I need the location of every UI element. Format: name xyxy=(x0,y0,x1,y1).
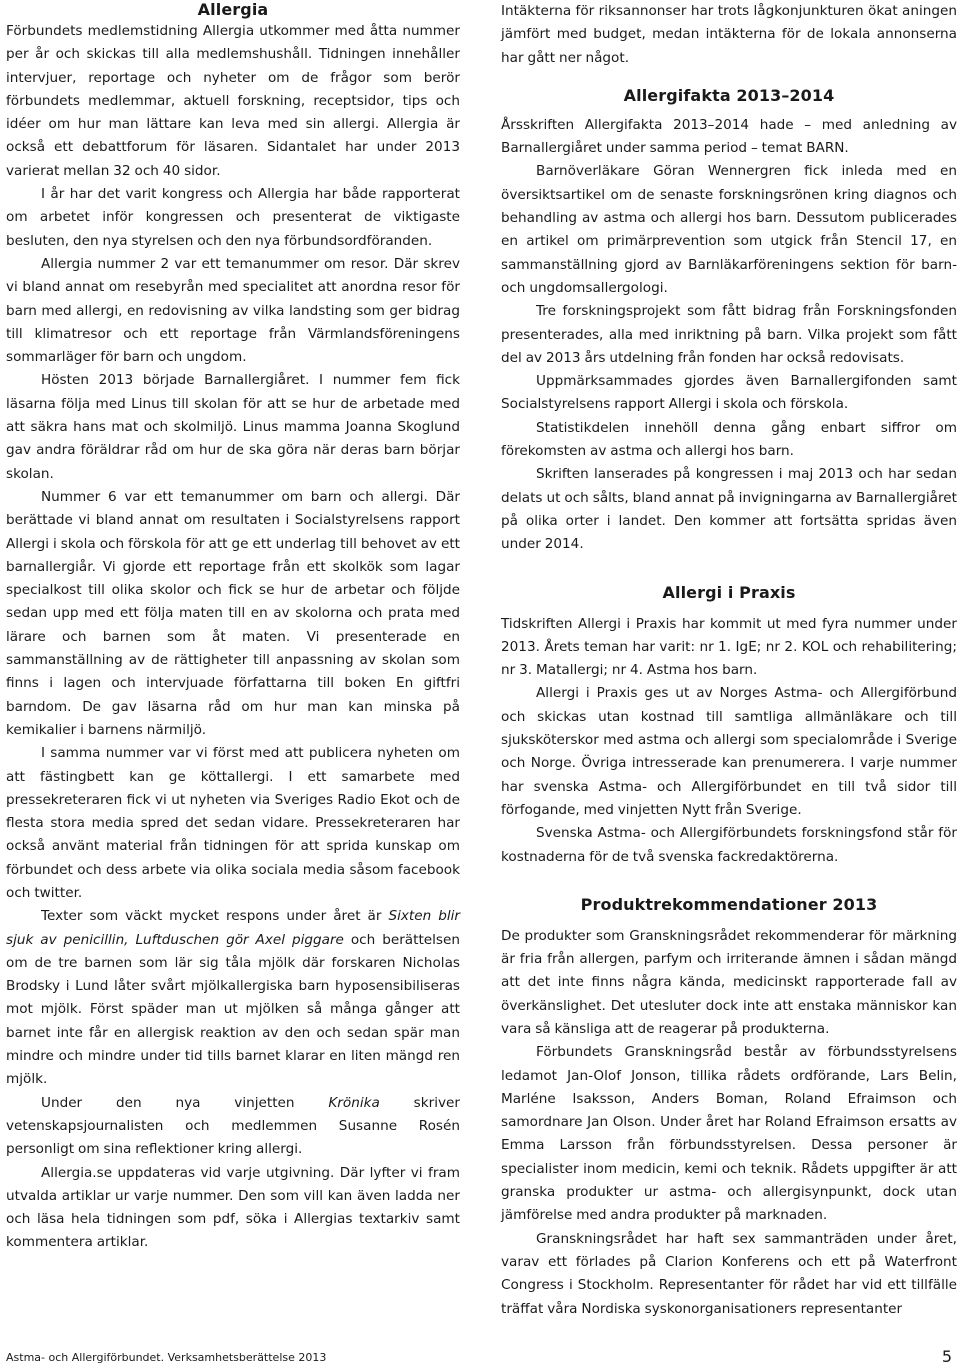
paragraph: Uppmärksammades gjordes även Barnallergifonden samt Socialstyrelsens rapport Allergi i skola och förskola. xyxy=(501,373,957,413)
paragraph: Svenska Astma- och Allergiförbundets forskningsfond står för kostnaderna för de två svenska fackredaktörerna. xyxy=(501,825,957,865)
section-heading-allergi-i-praxis: Allergi i Praxis xyxy=(662,582,796,602)
paragraph: Tidskriften Allergi i Praxis har kommit ut med fyra nummer under 2013. Årets teman har varit: nr 1. IgE; nr 2. KOL och rehabilitering; nr 3. Matallergi; nr 4. Astma hos barn. xyxy=(501,615,957,679)
paragraph: Förbundets Granskningsråd består av förbundsstyrelsens ledamot Jan-Olof Jonson, tillika rådets ordförande, Lars Belin, Marléne Isaksson, Anders Boman, Roland Efraimson och samordnare Jan Olson. Under året har Roland Efraimson ersatts av Emma Larsson från förbundsstyrelsen. Dessa personer är specialister inom medicin, kemi och teknik. Rådets uppgifter är att granska produkter ur astma- och allergisynpunkt, dock utan jämförelse med andra produkter på marknaden. xyxy=(501,1044,957,1224)
paragraph: Barnöverläkare Göran Wennergren fick inleda med en översiktsartikel om de senaste forskningsrönen kring diagnos och behandling av astma och allergi hos barn. Dessutom publicerades en artikel om primärprevention som utgick från Stencil 17, en sammanställning gjord av Barnläkarföreningens sektion för barn- och ungdomsallergologi. xyxy=(501,163,957,296)
paragraph: De produkter som Granskningsrådet rekommenderar för märkning är fria från allergen, parfym och irriterande ämnen i sådan mängd att det inte finns några kända, medicinskt rapporterade fall av överkänslighet. Det utesluter dock inte att enstaka människor kan vara så känsliga att de reagerar på produkterna. xyxy=(501,927,957,1037)
text-run: skriver vetenskapsjournalisten och medlemmen Susanne Rosén personligt om sina reflektioner kring allergi. xyxy=(6,1094,460,1158)
paragraph: Förbundets medlemstidning Allergia utkommer med åtta nummer per år och skickas till alla medlemshushåll. Tidningen innehåller intervjuer, reportage och nyheter om de frågor som berör förbundets medlemmar, aktuell forskning, receptsidor, tips och idéer om hur man lättare kan leva med sin allergi. Allergia är också ett debattforum för läsaren. Sidantalet har under 2013 varierat mellan 32 och 40 sidor. xyxy=(6,23,460,179)
paragraph: Allergia nummer 2 var ett temanummer om resor. Där skrev vi bland annat om resebyrån med specialitet att anordna resor för barn med allergi, en redovisning av vilka landsting som ger bidrag till klimatresor och ett reportage från Värmlandsföreningens sommarläger för barn och ungdom. xyxy=(6,255,460,366)
section-heading-allergia: Allergia xyxy=(197,0,269,19)
article-titles: Sixten blir sjuk av penicillin, Luftduschen gör Axel piggare xyxy=(6,908,460,948)
paragraph: Nummer 6 var ett temanummer om barn och allergi. Där berättade vi bland annat om resultaten i Socialstyrelsens rapport Allergi i skola och förskola för att ge ett underlag till behovet av ett barnallergiår. Vi gjorde ett reportage från ett skolkök som lagar specialkost till olika skolor och fick se hur de arbetar och följde sedan upp med ett följa maten till en av skolorna och prata med lärare och barnen som åt maten. Vi presenterade en sammanställning av de rättigheter till anpassning av skolan som finns i lagen och intervjuade författarna till boken En giftfri barndom. De gav läsarna råd om hur man kan minska på kemikalier i barnens närmiljö. xyxy=(6,488,460,738)
paragraph: I år har det varit kongress och Allergia har både rapporterat om arbetet inför kongressen och presenterat de viktigaste besluten, den nya styrelsen och den nya förbundsordföranden. xyxy=(6,186,460,249)
paragraph: Intäkterna för riksannonser har trots lågkonjunkturen ökat aningen jämfört med budget, medan intäkterna för de lokala annonserna har gått ner något. xyxy=(501,3,957,66)
text-run: Under den nya vinjetten xyxy=(41,1094,329,1111)
right-column xyxy=(501,0,957,1321)
section-heading-produktrekommendationer: Produktrekommendationer 2013 xyxy=(580,894,878,914)
paragraph xyxy=(6,905,460,1091)
text-run: Texter som väckt mycket respons under året är xyxy=(41,908,389,925)
section-heading-allergifakta: Allergifakta 2013–2014 xyxy=(623,85,835,105)
page-number: 5 xyxy=(941,1347,952,1366)
text-run: och berättelsen om de tre barnen som lär sig tåla mjölk där forskaren Nicholas Brodsky i Lund låter svårt mjölkallergiska barn hyposensibiliseras mot mjölk. Först späder man ut mjölken så många gånger att barnet inte får en allergisk reaktion av den och sedan spär man mindre och mindre under tid tills barnet klarar en liten mängd ren mjölk. xyxy=(6,931,460,1088)
paragraph: Hösten 2013 började Barnallergiåret. I nummer fem fick läsarna följa med Linus till skolan för att se hur de arbetade med att säkra hans mat och skolmiljö. Linus mamma Joanna Skoglund gav andra föräldrar råd om hur de ska göra när deras barn börjar skolan. xyxy=(6,372,460,482)
paragraph: Årsskriften Allergifakta 2013–2014 hade – med anledning av Barnallergiåret under samma period – temat BARN. xyxy=(501,116,957,157)
paragraph: I samma nummer var vi först med att publicera nyheten om att fästingbett kan ge köttallergi. I ett samarbete med pressekreteraren fick vi ut nyheten via Sveriges Radio Ekot och de flesta stora media spred det sedan vidare. Pressekreteraren har också använt material från tidningen för att sprida kunskap om förbundet och dess arbete via olika sociala media såsom facebook och twitter. xyxy=(6,745,460,901)
paragraph: Allergia.se uppdateras vid varje utgivning. Där lyfter vi fram utvalda artiklar ur varje nummer. Den som vill kan även ladda ner och läsa hela tidningen som pdf, söka i Allergias textarkiv samt kommentera artiklar. xyxy=(6,1164,460,1251)
paragraph: Allergi i Praxis ges ut av Norges Astma- och Allergiförbund och skickas utan kostnad till samtliga allmänläkare och till sjuksköterskor med astma och allergi som specialområde i Sverige och Norge. Övriga intresserade kan prenumerera. I varje nummer har svenska Astma- och Allergiförbundet en till två sidor till förfogande, med vinjetten Nytt från Sverige. xyxy=(501,685,957,818)
vignette-name: Krönika xyxy=(328,1094,380,1111)
footer-publication: Astma- och Allergiförbundet. Verksamhetsberättelse 2013 xyxy=(6,1351,327,1364)
paragraph: Skriften lanserades på kongressen i maj 2013 och har sedan delats ut och sålts, bland annat på invigningarna av Barnallergiåret på olika orter i landet. Den kommer att fortsätta spridas även under 2014. xyxy=(501,466,957,553)
paragraph: Tre forskningsprojekt som fått bidrag från Forskningsfonden presenterades, alla med inriktning på barn. Vilka projekt som fått del av 2013 års utdelning från fonden har också redovisats. xyxy=(501,303,957,366)
left-column xyxy=(6,0,460,1255)
paragraph xyxy=(6,1092,460,1162)
paragraph: Statistikdelen innehöll denna gång enbart siffror om förekomsten av astma och allergi hos barn. xyxy=(501,419,957,460)
paragraph: Granskningsrådet har haft sex sammanträden under året, varav ett förlades på Clarion Konferens och ett på Waterfront Congress i Stockholm. Representanter för rådet har vid ett tillfälle träffat våra Nordiska syskonorganisationers representanter xyxy=(501,1230,957,1317)
